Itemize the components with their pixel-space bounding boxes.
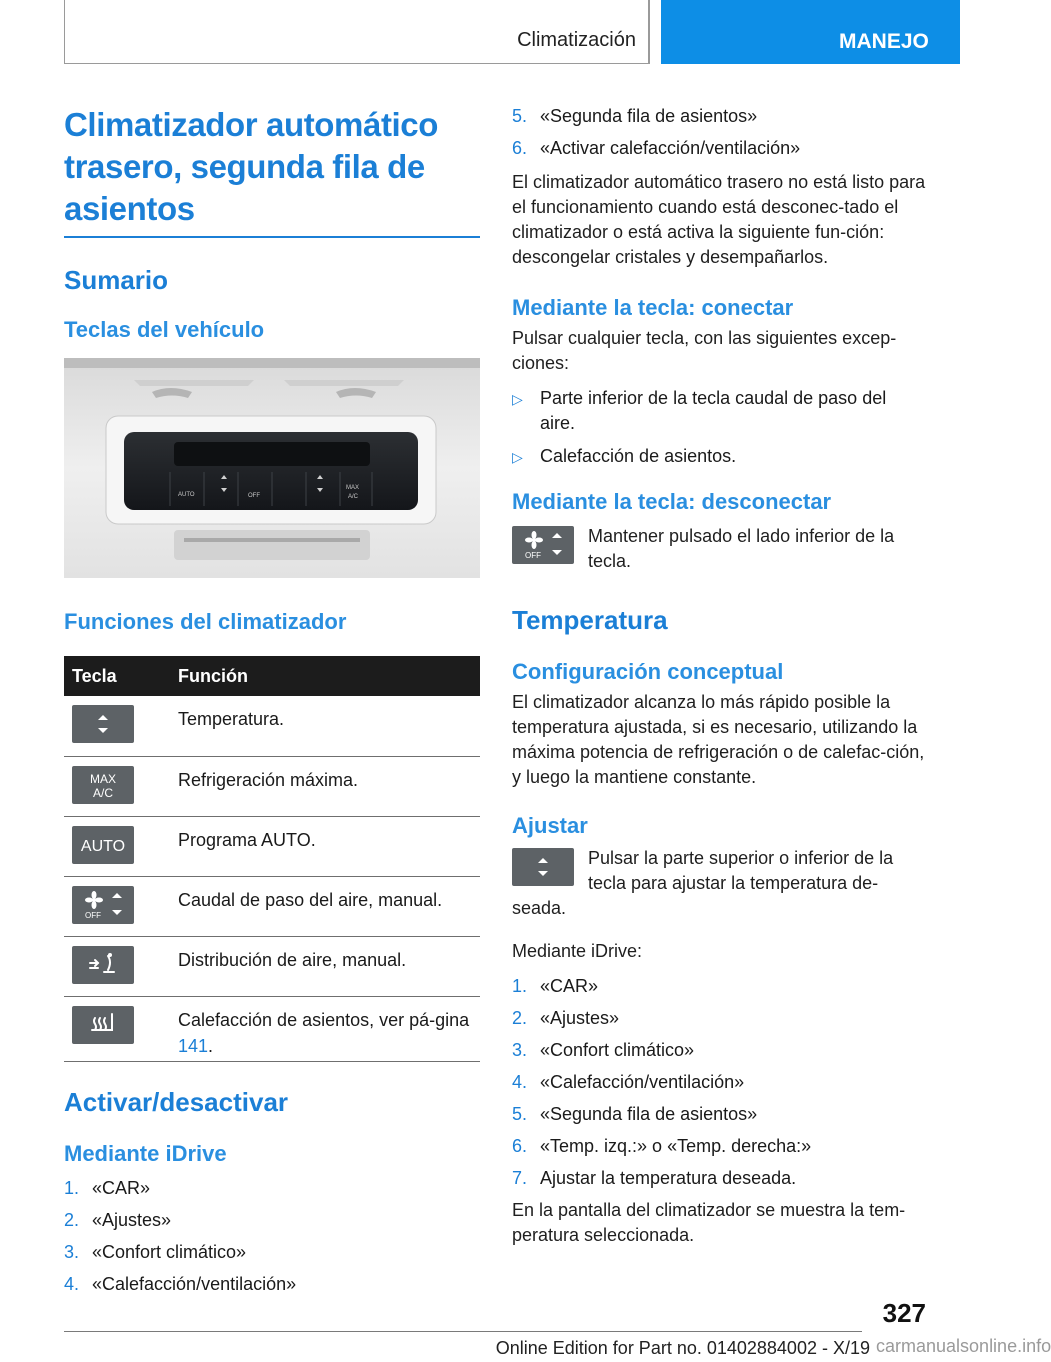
triangle-bullet-icon: ▷ bbox=[512, 449, 523, 465]
climate-panel-photo bbox=[64, 358, 480, 578]
config-heading: Configuración conceptual bbox=[512, 659, 784, 684]
table-cell-function: Temperatura. bbox=[178, 696, 480, 756]
list-item: 4. «Calefacción/ventilación» bbox=[512, 1072, 745, 1092]
list-item: 1. «CAR» bbox=[64, 1177, 151, 1198]
funciones-heading: Funciones del climatizador bbox=[64, 609, 347, 634]
table-header-tecla: Tecla bbox=[64, 656, 178, 696]
table-row bbox=[64, 996, 480, 1061]
table-cell-function: Distribución de aire, manual. bbox=[178, 936, 480, 996]
temperature-arrows-icon bbox=[72, 705, 134, 743]
list-item: 2. «Ajustes» bbox=[512, 1008, 620, 1028]
seat-heating-icon bbox=[72, 1006, 134, 1044]
idrive-heading: Mediante iDrive bbox=[64, 1140, 227, 1166]
header-separator bbox=[648, 0, 650, 64]
list-item: 4. «Calefacción/ventilación» bbox=[64, 1273, 297, 1294]
table-cell-function: Programa AUTO. bbox=[178, 816, 480, 876]
list-item: 7. Ajustar la temperatura deseada. bbox=[512, 1168, 797, 1188]
triangle-bullet-icon: ▷ bbox=[512, 391, 523, 407]
mediante-text: Mediante iDrive: bbox=[512, 941, 643, 961]
list-item: 6. «Temp. izq.:» o «Temp. derecha:» bbox=[512, 1136, 812, 1156]
table-header-row bbox=[64, 656, 480, 696]
page-link-141[interactable]: 141 bbox=[178, 1035, 209, 1056]
ajustar-heading: Ajustar bbox=[512, 813, 588, 838]
sumario-heading: Sumario bbox=[64, 265, 169, 295]
list-item: 1. «CAR» bbox=[512, 976, 599, 996]
activar-heading: Activar/desactivar bbox=[64, 1086, 289, 1117]
left-column bbox=[64, 104, 480, 1304]
climate-panel-illustration bbox=[64, 358, 480, 578]
ac-label: A/C bbox=[92, 785, 114, 800]
max-label: MAX bbox=[89, 771, 117, 786]
header-section-title: Climatización bbox=[517, 29, 636, 51]
temperatura-heading: Temperatura bbox=[512, 605, 668, 635]
panel-auto-label: AUTO bbox=[178, 492, 195, 498]
list-item: 6. «Activar calefacción/ventilación» bbox=[512, 138, 801, 158]
table-row bbox=[64, 816, 480, 876]
watermark-text: carmanualsonline.info bbox=[876, 1336, 1051, 1356]
header-chapter-tab[interactable]: MANEJO bbox=[661, 0, 960, 64]
temperature-arrows-icon bbox=[512, 848, 574, 886]
list-item: 3. «Confort climático» bbox=[512, 1040, 695, 1060]
config-text: El climatizador alcanza lo más rápido posible la temperatura ajustada, si es necesario, utilizando la máxima potencia de refrigeración o de calefac-ción, y luego la mantiene constante. bbox=[512, 692, 925, 787]
continued-steps-list bbox=[512, 104, 926, 168]
list-item: ▷ Calefacción de asientos. bbox=[512, 444, 926, 470]
conectar-heading: Mediante la tecla: conectar bbox=[512, 295, 794, 320]
auto-label: AUTO bbox=[80, 837, 126, 855]
table-row bbox=[64, 696, 480, 756]
final-paragraph: En la pantalla del climatizador se muestra la tem-peratura seleccionada. bbox=[512, 1200, 906, 1245]
off-label: OFF bbox=[525, 551, 541, 560]
list-item: ▷ Parte inferior de la tecla caudal de paso del aire. bbox=[512, 386, 926, 436]
table-header-funcion: Función bbox=[178, 656, 480, 696]
table-cell-function bbox=[178, 996, 480, 1061]
temperature-steps-list bbox=[512, 974, 926, 1198]
title-underline bbox=[64, 236, 480, 238]
list-item: 3. «Confort climático» bbox=[64, 1241, 247, 1262]
table-row bbox=[64, 756, 480, 816]
ajustar-text-continued: seada. bbox=[512, 898, 567, 918]
list-item: 5. «Segunda fila de asientos» bbox=[512, 106, 758, 126]
panel-max-label: MAX bbox=[346, 485, 360, 491]
auto-icon bbox=[72, 826, 134, 864]
edition-text: Online Edition for Part no. 01402884002 - X/19 bbox=[495, 1338, 870, 1358]
list-item: 2. «Ajustes» bbox=[64, 1209, 172, 1230]
intro-paragraph: El climatizador automático trasero no está listo para el funcionamiento cuando está desconec-tado el climatizador o está activa la siguiente fun-ción: descongelar cristales y desempañarlos. bbox=[512, 172, 926, 267]
right-column bbox=[512, 104, 926, 1248]
conectar-text: Pulsar cualquier tecla, con las siguientes excep-ciones: bbox=[512, 328, 897, 373]
table-row bbox=[64, 876, 480, 936]
off-label: OFF bbox=[85, 910, 101, 920]
idrive-steps-list bbox=[64, 1176, 480, 1304]
seat-heating-text: Calefacción de asientos, ver pá-gina bbox=[178, 1009, 470, 1030]
teclas-heading: Teclas del vehículo bbox=[64, 317, 265, 342]
table-cell-function: Refrigeración máxima. bbox=[178, 756, 480, 816]
desconectar-text: Mantener pulsado el lado inferior de la tecla. bbox=[588, 526, 895, 571]
seat-heating-suffix: . bbox=[208, 1035, 214, 1056]
panel-off-label: OFF bbox=[248, 493, 260, 499]
ajustar-text: Pulsar la parte superior o inferior de la tecla para ajustar la temperatura de- bbox=[588, 848, 894, 893]
max-ac-icon bbox=[72, 766, 134, 804]
table-row bbox=[64, 936, 480, 996]
table-cell-function: Caudal de paso del aire, manual. bbox=[178, 876, 480, 936]
page-title: Climatizador automático trasero, segunda fila de asientos bbox=[64, 106, 439, 227]
list-item: 5. «Segunda fila de asientos» bbox=[512, 1104, 758, 1124]
page-number: 327 bbox=[882, 1298, 926, 1328]
footer-rule bbox=[64, 1331, 862, 1332]
air-distribution-icon bbox=[72, 946, 134, 984]
fan-off-icon bbox=[72, 886, 134, 924]
exceptions-list bbox=[512, 386, 926, 470]
fan-off-icon bbox=[512, 526, 574, 564]
desconectar-heading: Mediante la tecla: desconectar bbox=[512, 489, 832, 514]
panel-ac-label: A/C bbox=[348, 494, 359, 500]
functions-table bbox=[64, 656, 480, 1062]
